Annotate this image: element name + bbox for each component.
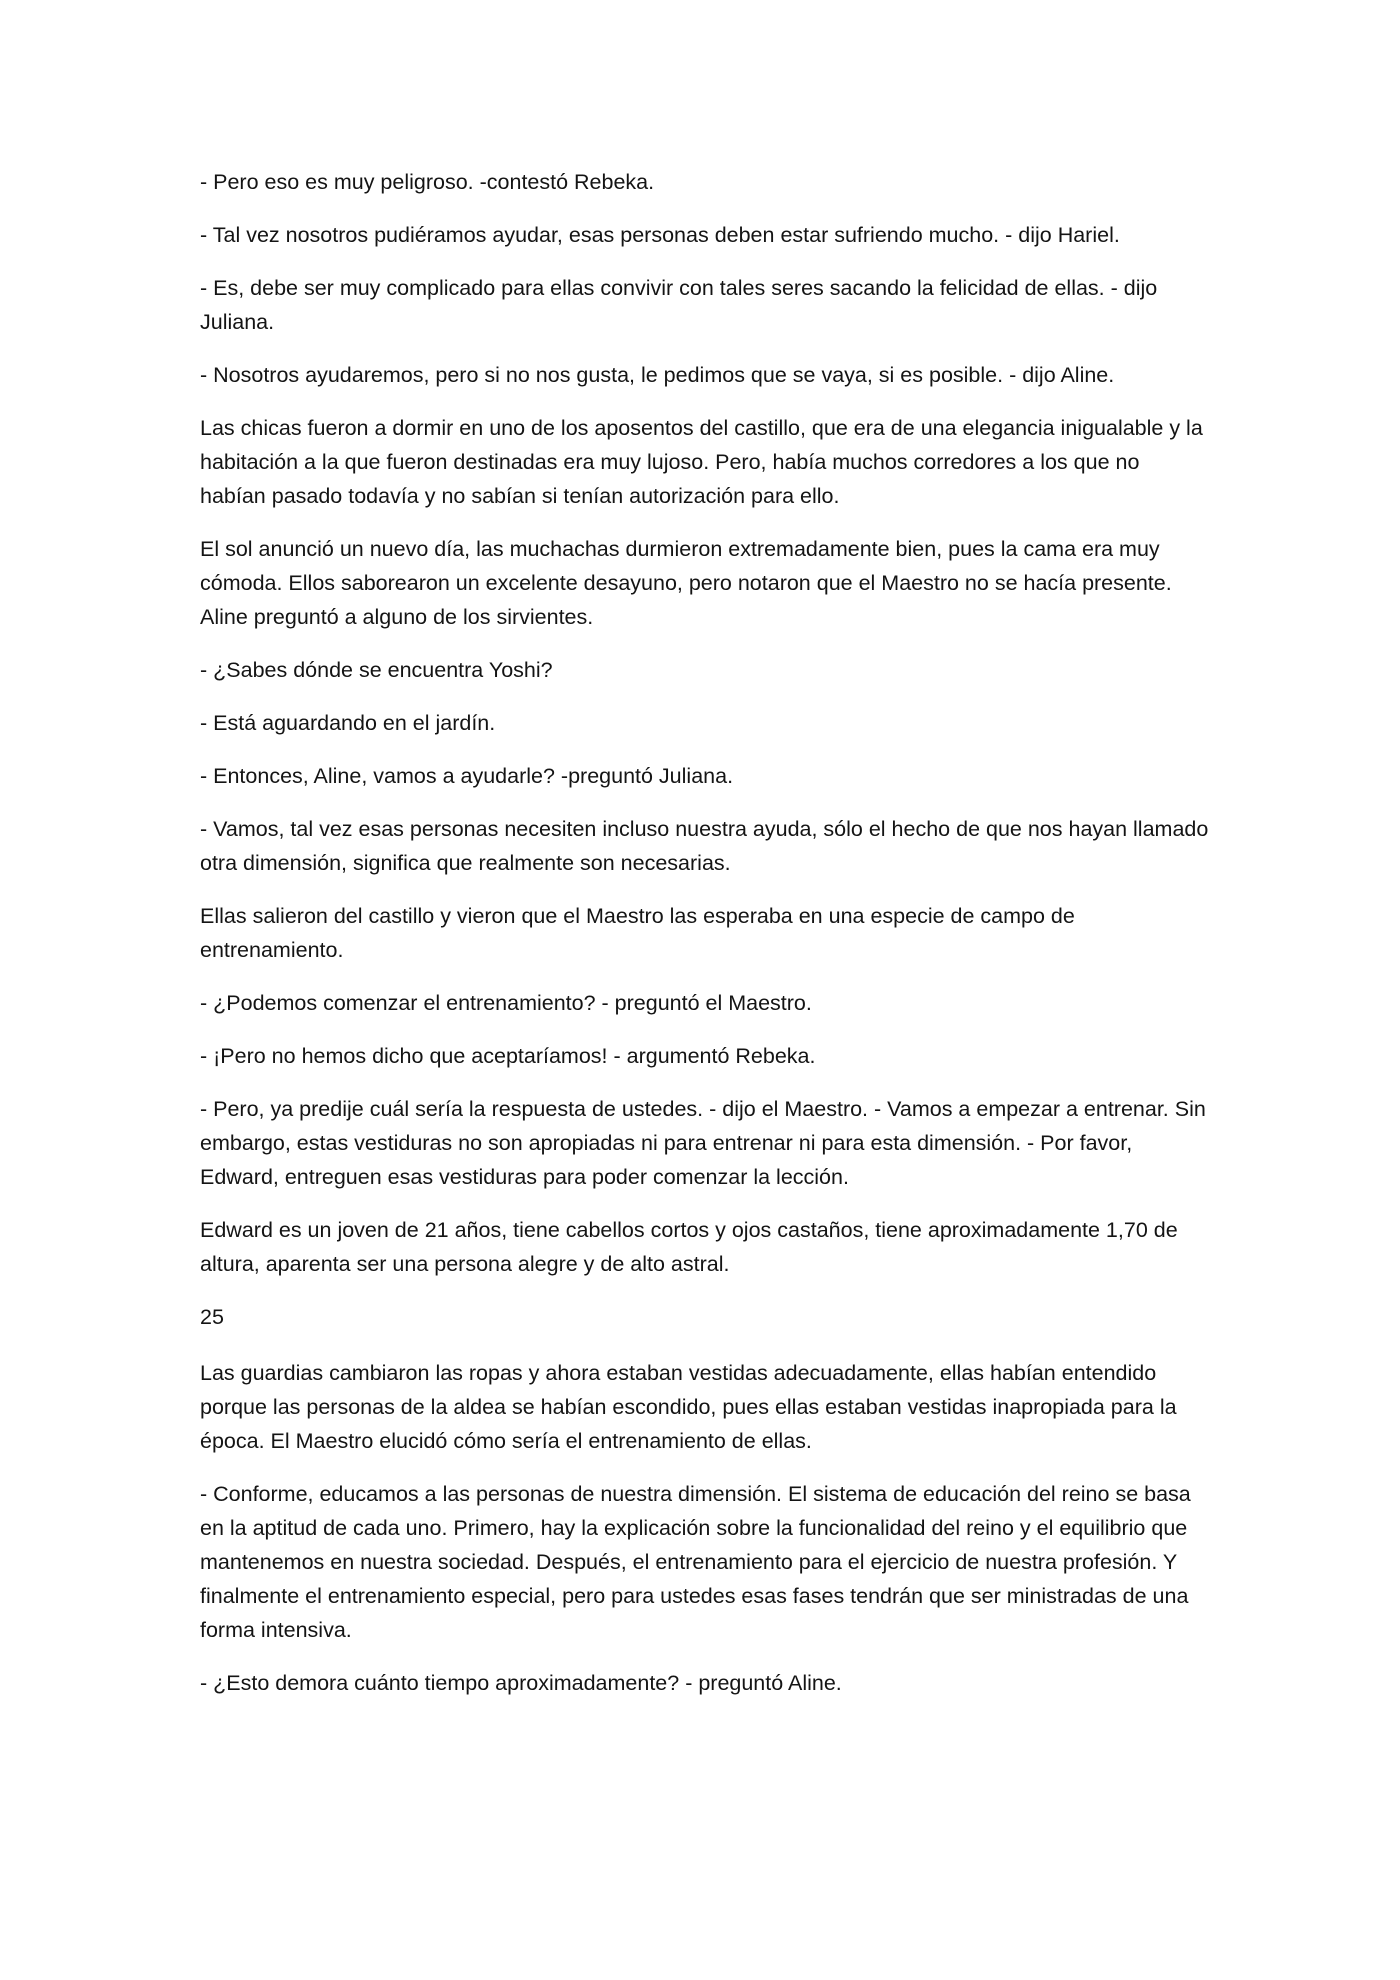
dialogue-juliana-complicated: - Es, debe ser muy complicado para ellas convivir con tales seres sacando la felicidad de ellas. - dijo Juliana. — [200, 276, 1158, 334]
dialogue-garden: - Está aguardando en el jardín. — [200, 711, 496, 735]
dialogue-maestro-start: - ¿Podemos comenzar el entrenamiento? - preguntó el Maestro. — [200, 991, 812, 1015]
dialogue-rebeka-dangerous: - Pero eso es muy peligroso. -contestó Rebeka. — [200, 170, 655, 194]
dialogue-hariel-help: - Tal vez nosotros pudiéramos ayudar, esas personas deben estar sufriendo mucho. - dijo Hariel. — [200, 223, 1120, 247]
narration-clothes-changed: Las guardias cambiaron las ropas y ahora estaban vestidas adecuadamente, ellas habían entendido porque las personas de la aldea se habían escondido, pues ellas estaban vestidas inapropiada para la época. El Maestro elucidó cómo sería el entrenamiento de ellas. — [200, 1361, 1177, 1453]
narration-edward: Edward es un joven de 21 años, tiene cabellos cortos y ojos castaños, tiene aproximadamente 1,70 de altura, aparenta ser una persona alegre y de alto astral. — [200, 1218, 1178, 1276]
dialogue-juliana-help: - Entonces, Aline, vamos a ayudarle? -preguntó Juliana. — [200, 764, 734, 788]
document-page — [200, 165, 1210, 1719]
narration-castle-rooms: Las chicas fueron a dormir en uno de los aposentos del castillo, que era de una elegancia inigualable y la habitación a la que fueron destinadas era muy lujoso. Pero, había muchos corredores a los que no habían pasado todavía y no sabían si tenían autorización para ello. — [200, 416, 1203, 508]
dialogue-rebeka-argue: - ¡Pero no hemos dicho que aceptaríamos! - argumentó Rebeka. — [200, 1044, 816, 1068]
dialogue-maestro-garments: - Pero, ya predije cuál sería la respuesta de ustedes. - dijo el Maestro. - Vamos a empezar a entrenar. Sin embargo, estas vestiduras no son apropiadas ni para entrenar ni para esta dimensión. - Por favor, Edward, entreguen esas vestiduras para poder comenzar la lección. — [200, 1097, 1206, 1189]
dialogue-education-system: - Conforme, educamos a las personas de nuestra dimensión. El sistema de educación del reino se basa en la aptitud de cada uno. Primero, hay la explicación sobre la funcionalidad del reino y el equilibrio que mantenemos en nuestra sociedad. Después, el entrenamiento para el ejercicio de nuestra profesión. Y finalmente el entrenamiento especial, pero para ustedes esas fases tendrán que ser ministradas de una forma intensiva. — [200, 1482, 1191, 1642]
dialogue-aline-agree: - Nosotros ayudaremos, pero si no nos gusta, le pedimos que se vaya, si es posible. - dijo Aline. — [200, 363, 1115, 387]
dialogue-where-yoshi: - ¿Sabes dónde se encuentra Yoshi? — [200, 658, 553, 682]
page-number: 25 — [200, 1305, 224, 1329]
narration-training-field: Ellas salieron del castillo y vieron que el Maestro las esperaba en una especie de campo de entrenamiento. — [200, 904, 1075, 962]
dialogue-aline-necessary: - Vamos, tal vez esas personas necesiten incluso nuestra ayuda, sólo el hecho de que nos hayan llamado otra dimensión, significa que realmente son necesarias. — [200, 817, 1209, 875]
dialogue-aline-time: - ¿Esto demora cuánto tiempo aproximadamente? - preguntó Aline. — [200, 1671, 842, 1695]
narration-new-day: El sol anunció un nuevo día, las muchachas durmieron extremadamente bien, pues la cama era muy cómoda. Ellos saborearon un excelente desayuno, pero notaron que el Maestro no se hacía presente. Aline preguntó a alguno de los sirvientes. — [200, 537, 1172, 629]
